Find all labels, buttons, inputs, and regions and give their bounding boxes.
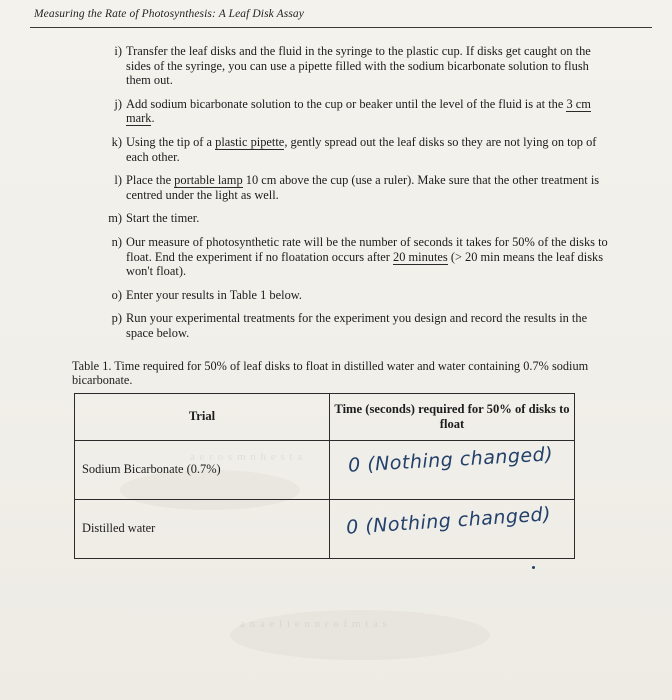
- row-label-sodium-bicarbonate: Sodium Bicarbonate (0.7%): [75, 440, 330, 499]
- table-header-row: [75, 393, 575, 440]
- list-item-text: Run your experimental treatments for the experiment you design and record the results in the space below.: [126, 311, 588, 340]
- list-item: [108, 211, 612, 226]
- answer-cell-sodium-bicarbonate[interactable]: [330, 440, 575, 499]
- list-item-marker: k): [111, 134, 122, 149]
- list-item-text: Add sodium bicarbonate solution to the cup or beaker until the level of the fluid is at the 3 cm mark.: [126, 96, 591, 126]
- table-row: [75, 440, 575, 499]
- row-label-distilled-water: Distilled water: [75, 499, 330, 558]
- list-item: [114, 173, 612, 202]
- handwritten-period-mark: [532, 566, 535, 569]
- column-header-time: Time (seconds) required for 50% of disks to float: [330, 393, 575, 440]
- list-item-text: Using the tip of a plastic pipette, gently spread out the leaf disks so they are not lying on top of each other.: [126, 134, 597, 164]
- scan-bleedthrough: a n a e l i e n n r o f m t a s: [240, 618, 388, 630]
- list-item-text: Transfer the leaf disks and the fluid in the syringe to the plastic cup. If disks get caught on the sides of the syringe, you can use a pipette filled with the sodium bicarbonate solution to flush them out.: [126, 44, 591, 88]
- results-table: [74, 393, 575, 559]
- list-item-marker: o): [111, 287, 122, 302]
- header-divider: [30, 27, 652, 28]
- procedure-steps-list: [0, 44, 672, 341]
- document-content: [0, 44, 672, 559]
- list-item-text: Place the portable lamp 10 cm above the cup (use a ruler). Make sure that the other treatment is centred under the light as well.: [126, 173, 600, 202]
- page-header: Measuring the Rate of Photosynthesis: A Leaf Disk Assay: [34, 8, 304, 20]
- list-item-marker: j): [114, 96, 122, 111]
- list-item: [111, 134, 612, 164]
- list-item-marker: m): [108, 211, 122, 226]
- handwritten-answer: 0 (Nothing changed): [347, 442, 554, 477]
- scan-bleedthrough: a e r o s m n h e s t a: [190, 451, 304, 463]
- list-item-text: Our measure of photosynthetic rate will be the number of seconds it takes for 50% of the disks to float. End the experiment if no floatation occurs after 20 minutes (> 20 min means the leaf disks won't float).: [126, 234, 608, 279]
- handwritten-answer: 0 (Nothing changed): [345, 502, 552, 539]
- list-item: [114, 44, 612, 88]
- table-caption: Table 1. Time required for 50% of leaf disks to float in distilled water and water containing 0.7% sodium bicarbonate.: [72, 358, 589, 387]
- column-header-trial: Trial: [75, 393, 330, 440]
- list-item: [111, 234, 612, 279]
- table-row: [75, 499, 575, 558]
- list-item-marker: i): [114, 44, 122, 58]
- list-item-marker: l): [114, 173, 122, 188]
- list-item: [111, 311, 612, 340]
- list-item-marker: p): [111, 311, 122, 326]
- list-item-text: Start the timer.: [126, 211, 200, 226]
- list-item-text: Enter your results in Table 1 below.: [126, 287, 303, 302]
- answer-cell-distilled-water[interactable]: [330, 499, 575, 558]
- list-item-marker: n): [111, 234, 122, 249]
- list-item: [111, 287, 612, 303]
- list-item: [114, 96, 612, 126]
- scan-smudge: [230, 610, 490, 660]
